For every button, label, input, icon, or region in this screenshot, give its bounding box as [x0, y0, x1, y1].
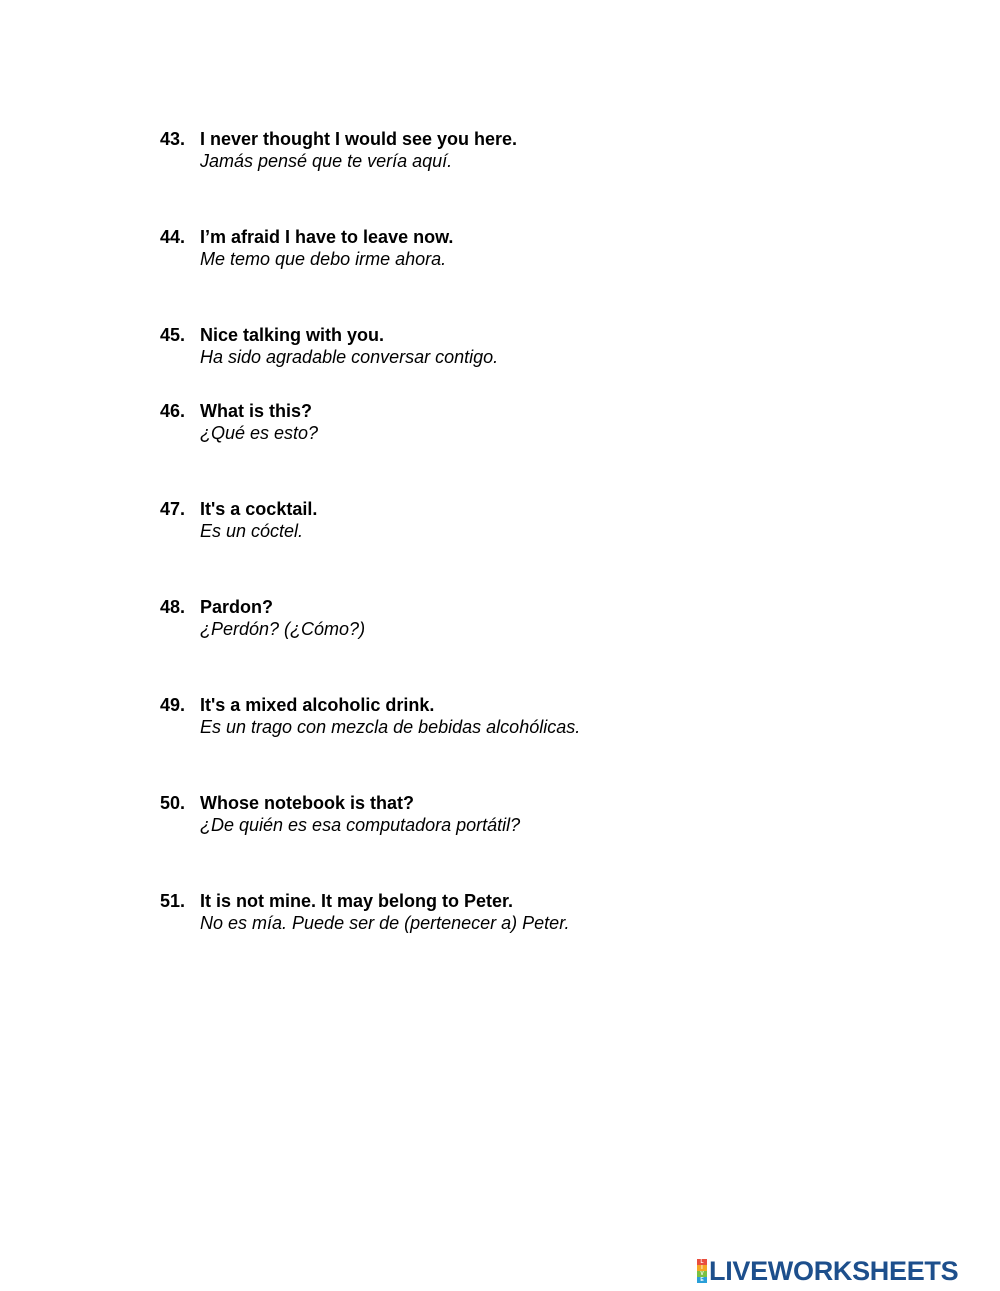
spanish-translation: ¿Perdón? (¿Cómo?)	[200, 619, 366, 639]
logo-wordmark: LIVEWORKSHEETS	[709, 1256, 959, 1286]
english-phrase: Whose notebook is that?	[200, 793, 414, 813]
item-number: 44.	[160, 227, 186, 247]
spanish-translation: No es mía. Puede ser de (pertenecer a) Peter.	[200, 913, 570, 933]
english-phrase: What is this?	[200, 401, 312, 421]
english-phrase: Pardon?	[200, 597, 274, 617]
logo-tile: E	[697, 1277, 707, 1283]
item-number: 43.	[160, 129, 186, 149]
spanish-translation: Me temo que debo irme ahora.	[200, 249, 447, 269]
english-phrase: I never thought I would see you here.	[200, 129, 518, 149]
spanish-translation: ¿Qué es esto?	[200, 423, 319, 443]
english-phrase: I’m afraid I have to leave now.	[200, 227, 454, 247]
item-number: 50.	[160, 793, 186, 813]
english-phrase: It is not mine. It may belong to Peter.	[200, 891, 514, 911]
logo-tile: I	[697, 1265, 707, 1271]
spanish-translation: Ha sido agradable conversar contigo.	[200, 347, 499, 367]
spanish-translation: Es un cóctel.	[200, 521, 304, 541]
logo-tiles-icon	[697, 1259, 707, 1283]
english-phrase: It's a cocktail.	[200, 499, 318, 519]
logo-tile: V	[697, 1271, 707, 1277]
item-number: 49.	[160, 695, 186, 715]
logo-tile: L	[697, 1259, 707, 1265]
item-number: 45.	[160, 325, 186, 345]
item-number: 51.	[160, 891, 186, 911]
liveworksheets-logo	[697, 1258, 958, 1284]
spanish-translation: Es un trago con mezcla de bebidas alcohólicas.	[200, 717, 581, 737]
english-phrase: Nice talking with you.	[200, 325, 385, 345]
spanish-translation: Jamás pensé que te vería aquí.	[200, 151, 453, 171]
item-number: 46.	[160, 401, 186, 421]
spanish-translation: ¿De quién es esa computadora portátil?	[200, 815, 521, 835]
item-number: 48.	[160, 597, 186, 617]
english-phrase: It's a mixed alcoholic drink.	[200, 695, 435, 715]
item-number: 47.	[160, 499, 186, 519]
